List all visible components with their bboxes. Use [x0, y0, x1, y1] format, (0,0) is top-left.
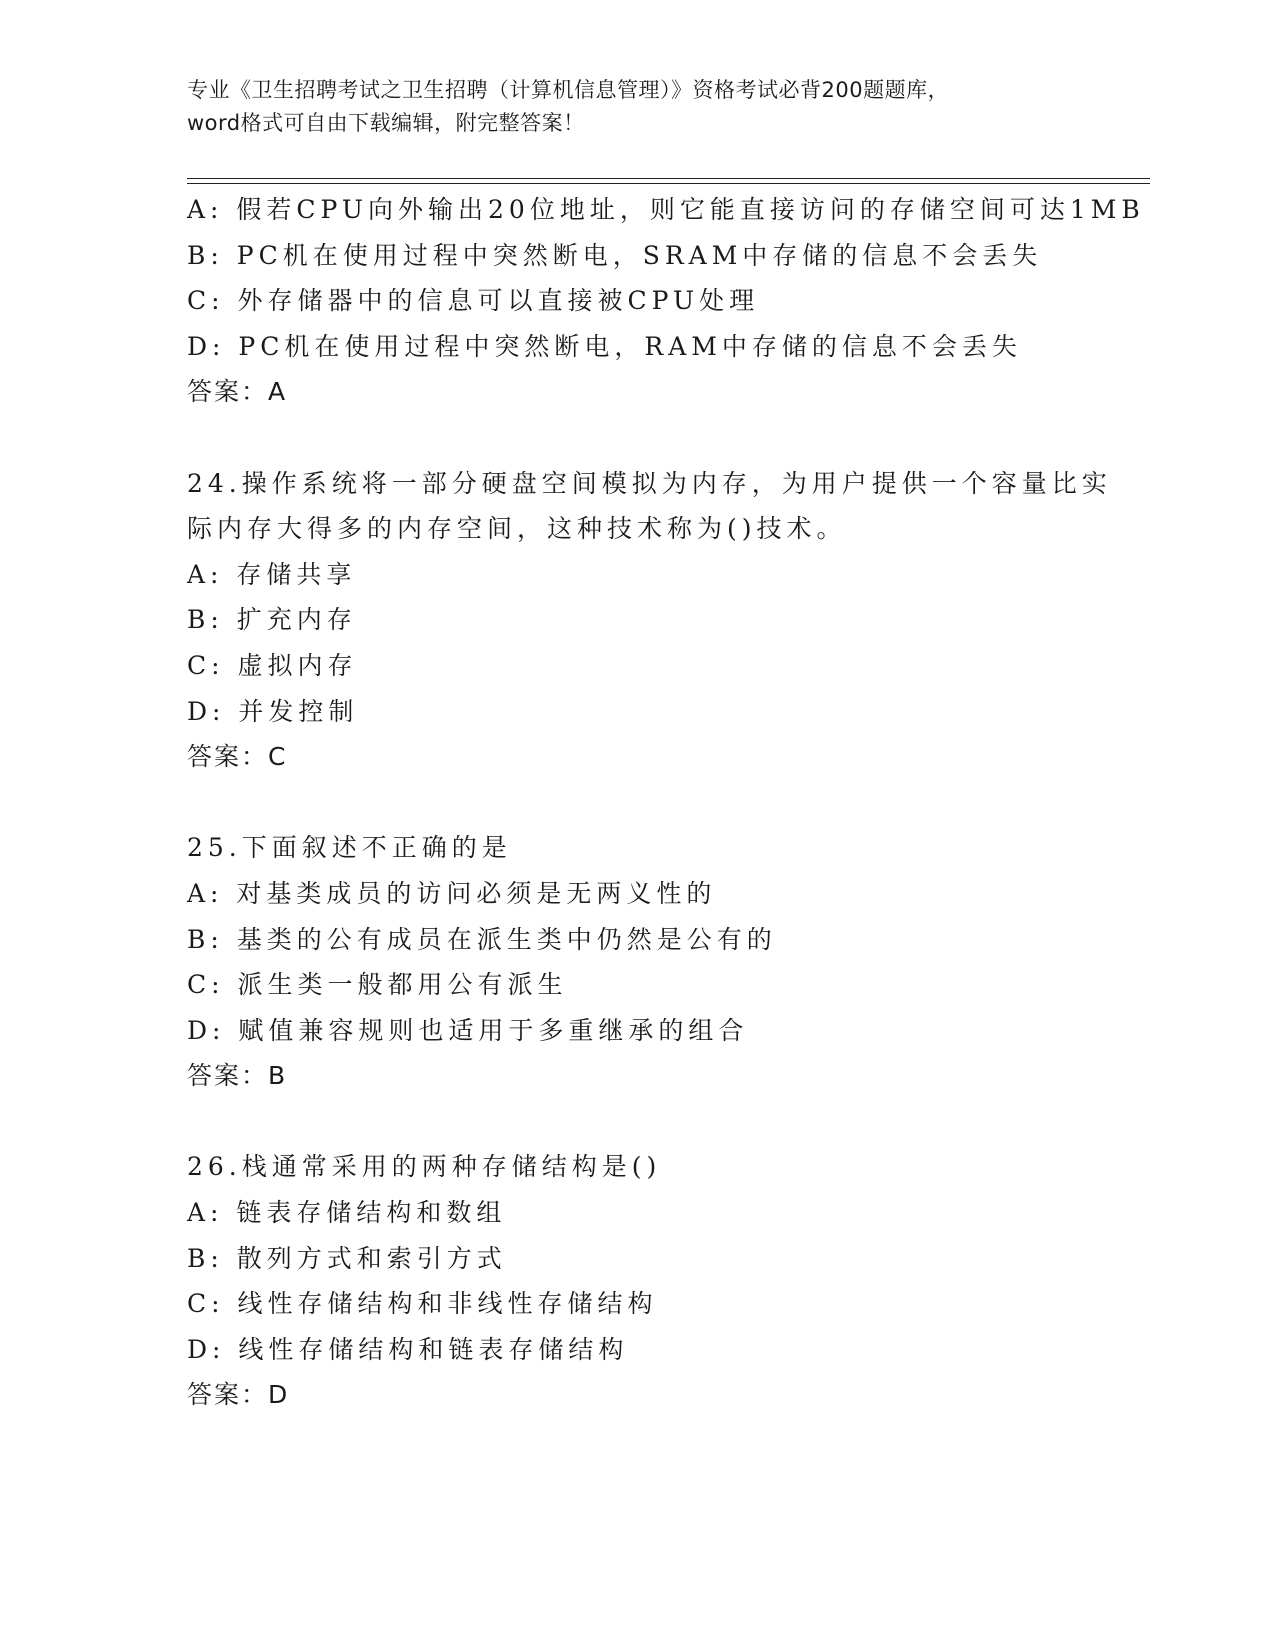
q26-option-d: D: 线性存储结构和链表存储结构 [187, 1334, 629, 1364]
header-divider-bottom [187, 183, 1150, 184]
q24-stem-line-2: 际内存大得多的内存空间，这种技术称为()技术。 [187, 514, 847, 544]
q25-stem: 25.下面叙述不正确的是 [187, 833, 512, 863]
question-24 [187, 461, 1112, 780]
q24-option-b: B: 扩充内存 [187, 605, 357, 635]
q23-option-a: A: 假若CPU向外输出20位地址，则它能直接访问的存储空间可达1MB [187, 195, 1145, 224]
q25-answer: 答案：B [187, 1061, 288, 1091]
q25-option-b: B: 基类的公有成员在派生类中仍然是公有的 [187, 924, 777, 954]
header-divider-top [187, 178, 1150, 179]
q24-option-c: C: 虚拟内存 [187, 650, 358, 680]
question-list [187, 187, 1145, 1418]
q26-stem: 26.栈通常采用的两种存储结构是() [187, 1152, 662, 1182]
question-23 [187, 187, 1145, 415]
q26-option-a: A: 链表存储结构和数组 [187, 1198, 507, 1228]
q24-option-d: D: 并发控制 [187, 696, 359, 726]
spacer [187, 1099, 1087, 1145]
q24-stem-line-1: 24.操作系统将一部分硬盘空间模拟为内存，为用户提供一个容量比实 [187, 468, 1112, 498]
question-25 [187, 825, 1087, 1099]
header-line-2: word格式可自由下载编辑，附完整答案！ [187, 111, 585, 135]
spacer [187, 780, 1087, 826]
q25-option-d: D: 赋值兼容规则也适用于多重继承的组合 [187, 1015, 749, 1045]
spacer [187, 415, 1087, 461]
question-26 [187, 1144, 1087, 1418]
q26-answer: 答案：D [187, 1380, 290, 1410]
document-header [187, 74, 1087, 140]
q24-option-a: A: 存储共享 [187, 559, 357, 589]
q23-option-b: B: PC机在使用过程中突然断电，SRAM中存储的信息不会丢失 [187, 240, 1043, 270]
q26-option-c: C: 线性存储结构和非线性存储结构 [187, 1289, 658, 1319]
q25-option-a: A: 对基类成员的访问必须是无两义性的 [187, 878, 717, 908]
q23-option-d: D: PC机在使用过程中突然断电，RAM中存储的信息不会丢失 [187, 331, 1022, 361]
header-line-1: 专业《卫生招聘考试之卫生招聘（计算机信息管理）》资格考试必背200题题库， [187, 78, 950, 102]
q26-option-b: B: 散列方式和索引方式 [187, 1243, 507, 1273]
q23-answer: 答案：A [187, 377, 288, 407]
q25-option-c: C: 派生类一般都用公有派生 [187, 970, 568, 1000]
q23-option-c: C: 外存储器中的信息可以直接被CPU处理 [187, 286, 760, 316]
q24-answer: 答案：C [187, 742, 288, 772]
